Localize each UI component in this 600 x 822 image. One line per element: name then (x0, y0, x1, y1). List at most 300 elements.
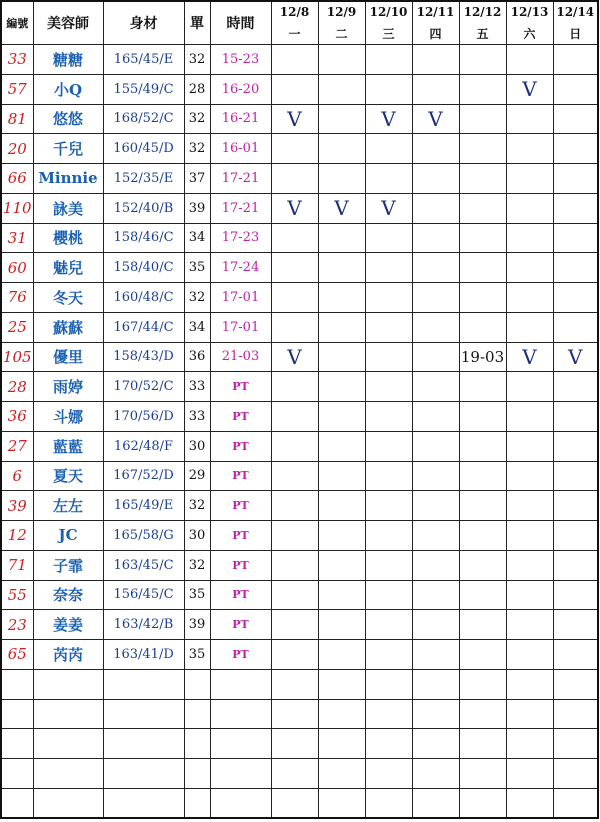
blank-cell (506, 669, 553, 699)
row-body-stats: 160/45/D (103, 134, 184, 164)
day-mark-cell (365, 312, 412, 342)
table-row (1, 491, 598, 521)
day-mark-cell (412, 550, 459, 580)
blank-cell (365, 729, 412, 759)
day-mark-cell (365, 134, 412, 164)
day-mark-cell (365, 372, 412, 402)
blank-cell (459, 699, 506, 729)
day-mark-cell (412, 580, 459, 610)
header-weekday: 一 (271, 22, 318, 45)
blank-cell (1, 729, 33, 759)
row-body-stats: 168/52/C (103, 104, 184, 134)
day-mark-cell (365, 402, 412, 432)
blank-cell (103, 759, 184, 789)
day-mark-cell (553, 45, 598, 75)
day-mark-cell (271, 45, 318, 75)
day-mark-cell (271, 253, 318, 283)
row-name: 冬天 (33, 283, 103, 313)
blank-cell (103, 699, 184, 729)
row-body-stats: 162/48/F (103, 431, 184, 461)
row-body-stats: 167/44/C (103, 312, 184, 342)
header-date: 12/12 (459, 1, 506, 22)
row-number: 31 (1, 223, 33, 253)
day-mark-cell (553, 431, 598, 461)
day-mark-cell (318, 45, 365, 75)
header-weekday: 六 (506, 22, 553, 45)
day-mark-cell: V (271, 342, 318, 372)
day-mark-cell (318, 223, 365, 253)
blank-cell (103, 729, 184, 759)
blank-cell (33, 729, 103, 759)
row-time: 17-24 (210, 253, 271, 283)
header-date: 12/9 (318, 1, 365, 22)
day-mark-cell (459, 193, 506, 223)
day-mark-cell (412, 491, 459, 521)
table-row (1, 134, 598, 164)
day-mark-cell (271, 550, 318, 580)
day-mark-cell (459, 104, 506, 134)
day-mark-cell (365, 164, 412, 194)
day-mark-cell (318, 431, 365, 461)
day-mark-cell (506, 312, 553, 342)
row-body-stats: 158/46/C (103, 223, 184, 253)
day-mark-cell (506, 193, 553, 223)
blank-cell (318, 699, 365, 729)
day-mark-cell (271, 134, 318, 164)
day-mark-cell (553, 640, 598, 670)
blank-cell (33, 699, 103, 729)
row-time: 15-23 (210, 45, 271, 75)
table-row (1, 521, 598, 551)
row-number: 27 (1, 431, 33, 461)
day-mark-cell (365, 491, 412, 521)
row-body-stats: 165/58/G (103, 521, 184, 551)
blank-cell (365, 699, 412, 729)
day-mark-cell (506, 164, 553, 194)
row-name: 奈奈 (33, 580, 103, 610)
row-time: 16-20 (210, 74, 271, 104)
row-count: 35 (184, 640, 210, 670)
day-mark-cell (365, 610, 412, 640)
day-mark-cell (553, 580, 598, 610)
row-number: 25 (1, 312, 33, 342)
row-number: 12 (1, 521, 33, 551)
day-mark-cell (365, 45, 412, 75)
row-count: 30 (184, 431, 210, 461)
blank-cell (553, 759, 598, 789)
day-mark-cell (459, 431, 506, 461)
day-mark-cell (506, 640, 553, 670)
blank-cell (553, 669, 598, 699)
blank-cell (103, 669, 184, 699)
row-name: 雨婷 (33, 372, 103, 402)
day-mark-cell (318, 74, 365, 104)
row-time: PT (210, 610, 271, 640)
day-mark-cell (365, 74, 412, 104)
day-mark-cell (318, 580, 365, 610)
row-count: 34 (184, 223, 210, 253)
row-body-stats: 170/56/D (103, 402, 184, 432)
table-row (1, 640, 598, 670)
row-name: 優里 (33, 342, 103, 372)
table-row (1, 312, 598, 342)
row-number: 76 (1, 283, 33, 313)
day-mark-cell (271, 164, 318, 194)
table-row (1, 223, 598, 253)
day-mark-cell (271, 372, 318, 402)
table-row (1, 45, 598, 75)
day-mark-cell (412, 223, 459, 253)
row-time: PT (210, 431, 271, 461)
table-row (1, 402, 598, 432)
row-number: 39 (1, 491, 33, 521)
day-mark-cell (459, 640, 506, 670)
day-mark-cell (553, 104, 598, 134)
day-mark-cell (271, 312, 318, 342)
row-time: 17-01 (210, 283, 271, 313)
day-mark-cell (318, 342, 365, 372)
row-number: 36 (1, 402, 33, 432)
blank-cell (412, 699, 459, 729)
day-mark-cell: V (365, 104, 412, 134)
day-mark-cell (506, 610, 553, 640)
row-time: PT (210, 491, 271, 521)
row-body-stats: 167/52/D (103, 461, 184, 491)
header-weekday: 四 (412, 22, 459, 45)
day-mark-cell (553, 74, 598, 104)
day-mark-cell (459, 164, 506, 194)
blank-cell (318, 729, 365, 759)
day-mark-cell (412, 461, 459, 491)
day-mark-cell (459, 223, 506, 253)
day-mark-cell (365, 461, 412, 491)
day-mark-cell (412, 74, 459, 104)
row-count: 35 (184, 253, 210, 283)
day-mark-cell (553, 491, 598, 521)
header-date: 12/11 (412, 1, 459, 22)
day-mark-cell (271, 580, 318, 610)
row-body-stats: 165/45/E (103, 45, 184, 75)
row-count: 36 (184, 342, 210, 372)
day-mark-cell (271, 431, 318, 461)
day-mark-cell (506, 134, 553, 164)
row-number: 71 (1, 550, 33, 580)
row-body-stats: 158/40/C (103, 253, 184, 283)
table-row (1, 164, 598, 194)
day-mark-cell (412, 610, 459, 640)
row-number: 6 (1, 461, 33, 491)
day-mark-cell (553, 164, 598, 194)
header-num: 編號 (1, 1, 33, 45)
blank-row (1, 759, 598, 789)
row-count: 32 (184, 283, 210, 313)
day-mark-cell (459, 74, 506, 104)
table-row (1, 372, 598, 402)
blank-row (1, 729, 598, 759)
day-mark-cell (412, 164, 459, 194)
day-mark-cell (412, 402, 459, 432)
row-time: 17-01 (210, 312, 271, 342)
row-name: 蘇蘇 (33, 312, 103, 342)
blank-cell (210, 788, 271, 818)
row-name: 左左 (33, 491, 103, 521)
day-mark-cell (459, 134, 506, 164)
row-body-stats: 158/43/D (103, 342, 184, 372)
day-mark-cell (553, 610, 598, 640)
row-body-stats: 155/49/C (103, 74, 184, 104)
day-mark-cell (459, 312, 506, 342)
day-mark-cell (506, 521, 553, 551)
row-number: 57 (1, 74, 33, 104)
day-mark-cell (459, 45, 506, 75)
day-mark-cell (318, 253, 365, 283)
row-number: 81 (1, 104, 33, 134)
day-mark-cell (318, 402, 365, 432)
header-date: 12/13 (506, 1, 553, 22)
day-mark-cell (271, 640, 318, 670)
day-mark-cell (506, 372, 553, 402)
blank-cell (1, 788, 33, 818)
row-body-stats: 152/40/B (103, 193, 184, 223)
day-mark-cell (553, 461, 598, 491)
day-mark-cell (506, 104, 553, 134)
blank-cell (506, 788, 553, 818)
day-mark-cell (318, 164, 365, 194)
day-mark-cell (318, 283, 365, 313)
day-mark-cell (271, 402, 318, 432)
blank-cell (553, 788, 598, 818)
day-mark-cell (412, 342, 459, 372)
blank-cell (271, 699, 318, 729)
day-mark-cell (506, 461, 553, 491)
day-mark-cell (506, 402, 553, 432)
row-time: PT (210, 550, 271, 580)
day-mark-cell (365, 283, 412, 313)
header-time: 時間 (210, 1, 271, 45)
table-row (1, 193, 598, 223)
row-body-stats: 170/52/C (103, 372, 184, 402)
day-mark-cell (271, 491, 318, 521)
row-name: 藍藍 (33, 431, 103, 461)
header-body: 身材 (103, 1, 184, 45)
blank-cell (412, 669, 459, 699)
day-mark-cell (318, 491, 365, 521)
row-time: 17-21 (210, 193, 271, 223)
day-mark-cell (318, 461, 365, 491)
row-time: PT (210, 521, 271, 551)
day-mark-cell (365, 521, 412, 551)
blank-cell (412, 729, 459, 759)
row-count: 30 (184, 521, 210, 551)
day-mark-cell (459, 521, 506, 551)
row-count: 29 (184, 461, 210, 491)
row-number: 55 (1, 580, 33, 610)
header-weekday: 三 (365, 22, 412, 45)
day-mark-cell (271, 461, 318, 491)
day-mark-cell (412, 283, 459, 313)
table-row (1, 104, 598, 134)
day-mark-cell (271, 223, 318, 253)
day-mark-cell (318, 550, 365, 580)
row-name: 芮芮 (33, 640, 103, 670)
row-body-stats: 156/45/C (103, 580, 184, 610)
row-count: 28 (184, 74, 210, 104)
blank-cell (506, 699, 553, 729)
row-name: 姜姜 (33, 610, 103, 640)
day-mark-cell: V (506, 342, 553, 372)
table-row (1, 283, 598, 313)
blank-cell (553, 699, 598, 729)
blank-cell (210, 669, 271, 699)
day-mark-cell: V (506, 74, 553, 104)
row-time: PT (210, 461, 271, 491)
header-weekday: 五 (459, 22, 506, 45)
day-mark-cell: V (271, 104, 318, 134)
day-mark-cell (506, 431, 553, 461)
day-mark-cell (365, 342, 412, 372)
day-mark-cell (553, 283, 598, 313)
row-number: 65 (1, 640, 33, 670)
day-mark-cell (412, 134, 459, 164)
header-row-dates (1, 1, 598, 22)
day-mark-cell (506, 491, 553, 521)
day-mark-cell (271, 521, 318, 551)
row-time: PT (210, 402, 271, 432)
header-count: 單 (184, 1, 210, 45)
blank-cell (184, 669, 210, 699)
day-mark-cell: 19-03 (459, 342, 506, 372)
day-mark-cell (318, 640, 365, 670)
row-time: 16-21 (210, 104, 271, 134)
table-row (1, 342, 598, 372)
row-number: 60 (1, 253, 33, 283)
blank-cell (553, 729, 598, 759)
blank-cell (184, 729, 210, 759)
day-mark-cell (459, 550, 506, 580)
day-mark-cell (553, 223, 598, 253)
header-date: 12/8 (271, 1, 318, 22)
day-mark-cell (318, 372, 365, 402)
day-mark-cell (318, 104, 365, 134)
row-body-stats: 163/41/D (103, 640, 184, 670)
header-weekday: 日 (553, 22, 598, 45)
row-count: 32 (184, 104, 210, 134)
blank-row (1, 699, 598, 729)
blank-cell (33, 788, 103, 818)
row-name: 斗娜 (33, 402, 103, 432)
table-row (1, 550, 598, 580)
day-mark-cell (412, 312, 459, 342)
blank-cell (210, 699, 271, 729)
day-mark-cell (318, 134, 365, 164)
day-mark-cell (553, 134, 598, 164)
blank-cell (318, 669, 365, 699)
day-mark-cell (459, 491, 506, 521)
day-mark-cell (412, 521, 459, 551)
row-body-stats: 160/48/C (103, 283, 184, 313)
header-date: 12/10 (365, 1, 412, 22)
row-count: 32 (184, 491, 210, 521)
blank-cell (33, 669, 103, 699)
row-name: 魅兒 (33, 253, 103, 283)
day-mark-cell (412, 431, 459, 461)
blank-cell (210, 729, 271, 759)
blank-cell (271, 729, 318, 759)
table-row (1, 610, 598, 640)
row-count: 37 (184, 164, 210, 194)
day-mark-cell (271, 74, 318, 104)
day-mark-cell: V (365, 193, 412, 223)
day-mark-cell (459, 461, 506, 491)
blank-cell (365, 759, 412, 789)
row-time: 16-01 (210, 134, 271, 164)
row-number: 23 (1, 610, 33, 640)
blank-cell (210, 759, 271, 789)
blank-cell (103, 788, 184, 818)
blank-cell (271, 759, 318, 789)
blank-cell (506, 759, 553, 789)
day-mark-cell (412, 45, 459, 75)
header-weekday: 二 (318, 22, 365, 45)
row-number: 20 (1, 134, 33, 164)
row-name: 櫻桃 (33, 223, 103, 253)
row-number: 110 (1, 193, 33, 223)
row-time: PT (210, 640, 271, 670)
day-mark-cell (459, 372, 506, 402)
row-count: 32 (184, 45, 210, 75)
row-name: 小Q (33, 74, 103, 104)
day-mark-cell (553, 550, 598, 580)
table-row (1, 431, 598, 461)
blank-cell (459, 759, 506, 789)
header-date: 12/14 (553, 1, 598, 22)
row-time: 17-21 (210, 164, 271, 194)
schedule-body (1, 45, 598, 819)
table-row (1, 461, 598, 491)
blank-cell (412, 759, 459, 789)
row-time: 17-23 (210, 223, 271, 253)
row-count: 35 (184, 580, 210, 610)
row-name: 千兒 (33, 134, 103, 164)
day-mark-cell (506, 223, 553, 253)
row-time: PT (210, 372, 271, 402)
row-name: 悠悠 (33, 104, 103, 134)
day-mark-cell (553, 521, 598, 551)
day-mark-cell: V (271, 193, 318, 223)
blank-cell (459, 729, 506, 759)
row-name: 夏天 (33, 461, 103, 491)
row-name: JC (33, 521, 103, 551)
row-count: 32 (184, 550, 210, 580)
blank-cell (365, 669, 412, 699)
row-name: 詠美 (33, 193, 103, 223)
table-row (1, 74, 598, 104)
day-mark-cell (365, 640, 412, 670)
day-mark-cell (506, 580, 553, 610)
row-time: 21-03 (210, 342, 271, 372)
day-mark-cell (459, 402, 506, 432)
day-mark-cell (318, 610, 365, 640)
day-mark-cell (412, 193, 459, 223)
blank-cell (184, 699, 210, 729)
blank-cell (1, 759, 33, 789)
day-mark-cell (412, 372, 459, 402)
table-row (1, 580, 598, 610)
blank-cell (33, 759, 103, 789)
blank-cell (271, 669, 318, 699)
day-mark-cell (553, 402, 598, 432)
day-mark-cell (318, 312, 365, 342)
